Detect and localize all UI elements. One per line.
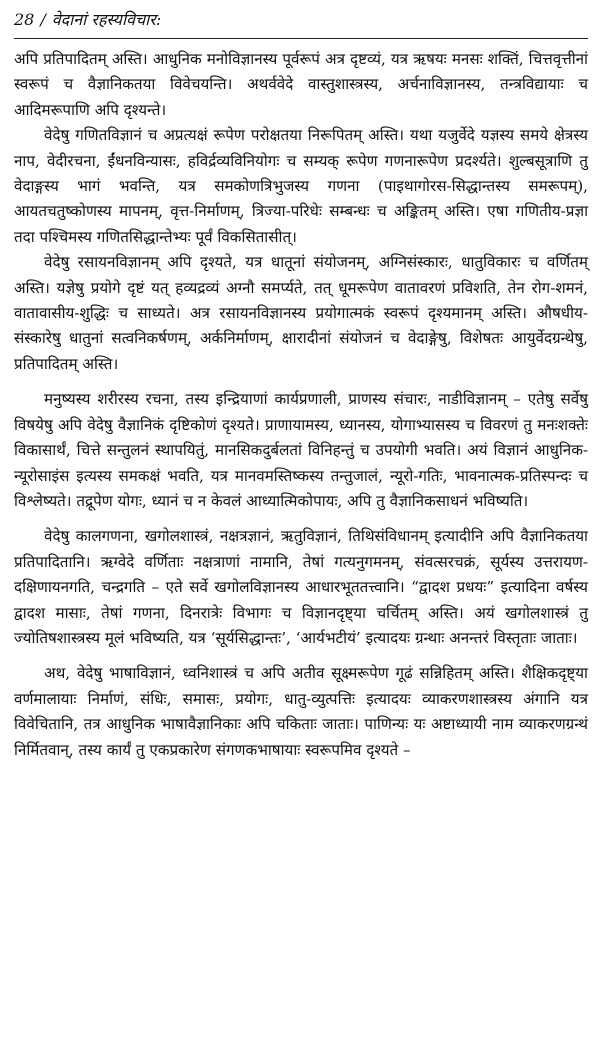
header-separator: / <box>40 9 46 29</box>
paragraph: वेदेषु कालगणना, खगोलशास्त्रं, नक्षत्रज्ञानं, ऋतुविज्ञानं, तिथिसंविधानम् इत्यादीनि अपि वैज्ञानिकतया प्रतिपादितानि। ऋग्वेदे वर्णिताः नक्षत्राणां नामानि, तेषां गत्यनुगमनम्, संवत्सरचक्रं, सूर्यस्य उत्तरायण-दक्षिणायनगति, चन्द्रगति – एते सर्वे खगोलविज्ञानस्य आधारभूततत्त्वानि। “द्वादश प्रधयः” इत्यादिना वर्षस्य द्वादश मासाः, तेषां गणना, दिनरात्रेः विभागः च विज्ञानदृष्ट्या चर्चितम् अस्ति। अयं खगोलशास्त्रं तु ज्योतिषशास्त्रस्य मूलं भविष्यति, यत्र ‘सूर्यसिद्धान्तः’, ‘आर्यभटीयं’ इत्यादयः ग्रन्थाः अनन्तरं विस्तृताः जाताः। <box>14 527 588 647</box>
paragraph: वेदेषु गणितविज्ञानं च अप्रत्यक्षं रूपेण परोक्षतया निरूपितम् अस्ति। यथा यजुर्वेदे यज्ञस्य समये क्षेत्रस्य नाप, वेदीरचना, ईंधनविन्यासः, हविर्द्रव्यविनियोगः च सम्यक् रूपेण गणनारूपेण प्रदर्श्यते। शुल्बसूत्राणि तु वेदाङ्गस्य भागं भवन्ति, यत्र समकोणत्रिभुजस्य गणना (पाइथागोरस-सिद्धान्तस्य समरूपम्), आयतचतुष्कोणस्य मापनम्, वृत्त-निर्माणम्, त्रिज्या-परिधेः सम्बन्धः च अङ्कितम् अस्ति। एषा गणितीय-प्रज्ञा तदा पश्चिमस्य गणितसिद्धान्तेभ्यः पूर्वं विकसितासीत्। <box>14 126 588 246</box>
paragraph: अपि प्रतिपादितम् अस्ति। आधुनिक मनोविज्ञानस्य पूर्वरूपं अत्र दृष्टव्यं, यत्र ऋषयः मनसः शक्तिं, चित्तवृत्तीनां स्वरूपं च वैज्ञानिकतया विवेचयन्ति। अथर्ववेदे वास्तुशास्त्रस्य, अर्चनाविज्ञानस्य, तन्त्रविद्यायाः च आदिमरूपाणि अपि दृश्यन्ते। <box>14 50 588 119</box>
paragraph: मनुष्यस्य शरीरस्य रचना, तस्य इन्द्रियाणां कार्यप्रणाली, प्राणस्य संचारः, नाडीविज्ञानम् – एतेषु सर्वेषु विषयेषु अपि वेदेषु वैज्ञानिकं दृष्टिकोणं दृश्यते। प्राणायामस्य, ध्यानस्य, योगाभ्यासस्य च विवरणं तु मनःशक्तेः विकासार्थं, चित्ते सन्तुलनं स्थापयितुं, मानसिकदुर्बलतां विनिहन्तुं च उपयोगी भवति। अयं विज्ञानं आधुनिक-न्यूरोसाइंस इत्यस्य समकक्षं भवति, यत्र मानवमस्तिष्कस्य तन्तुजालं, न्यूरो-गतिः, भावनात्मक-प्रतिस्पन्दः च विश्लेष्यते। तद्रूपेण योगः, ध्यानं च न केवलं आध्यात्मिकोपायः, अपि तु वैज्ञानिकसाधनं भविष्यति। <box>14 390 588 510</box>
page-number: 28 <box>14 9 35 29</box>
running-title: वेदानां रहस्यविचार: <box>51 10 162 29</box>
paragraph: वेदेषु रसायनविज्ञानम् अपि दृश्यते, यत्र धातूनां संयोजनम्, अग्निसंस्कारः, धातुविकारः च वर्णितम् अस्ति। यज्ञेषु प्रयोगे दृष्टं यत् हव्यद्रव्यं अग्नौ समर्प्यते, तत् धूमरूपेण वातावरणं प्रविशति, तेन रोग-शमनं, वातावासीय-शुद्धिः च साध्यते। अत्र रसायनविज्ञानस्य प्रयोगात्मकं स्वरूपं दृश्यमानम् अस्ति। औषधीय-संस्कारेषु धातुनां सत्वनिकर्षणम्, अर्कनिर्माणम्, क्षारादीनां संयोजनं च वेदाङ्गेषु, विशेषतः आयुर्वेदग्रन्थेषु, प्रतिपादितम् अस्ति। <box>14 253 588 373</box>
paragraph: अथ, वेदेषु भाषाविज्ञानं, ध्वनिशास्त्रं च अपि अतीव सूक्ष्मरूपेण गूढं सन्निहितम् अस्ति। शैक्षिकदृष्ट्या वर्णमालायाः निर्माणं, संधिः, समासः, प्रयोगः, धातु-व्युत्पत्तिः इत्यादयः व्याकरणशास्त्रस्य अंगानि यत्र विवेचितानि, तत्र आधुनिक भाषावैज्ञानिकाः अपि चकिताः जाताः। पाणिन्यः यः अष्टाध्यायी नाम व्याकरणग्रन्थं निर्मितवान्, तस्य कार्यं तु एकप्रकारेण संगणकभाषायाः स्वरूपमिव दृश्यते – <box>14 664 588 759</box>
running-header <box>14 0 588 39</box>
body-text <box>14 47 588 763</box>
